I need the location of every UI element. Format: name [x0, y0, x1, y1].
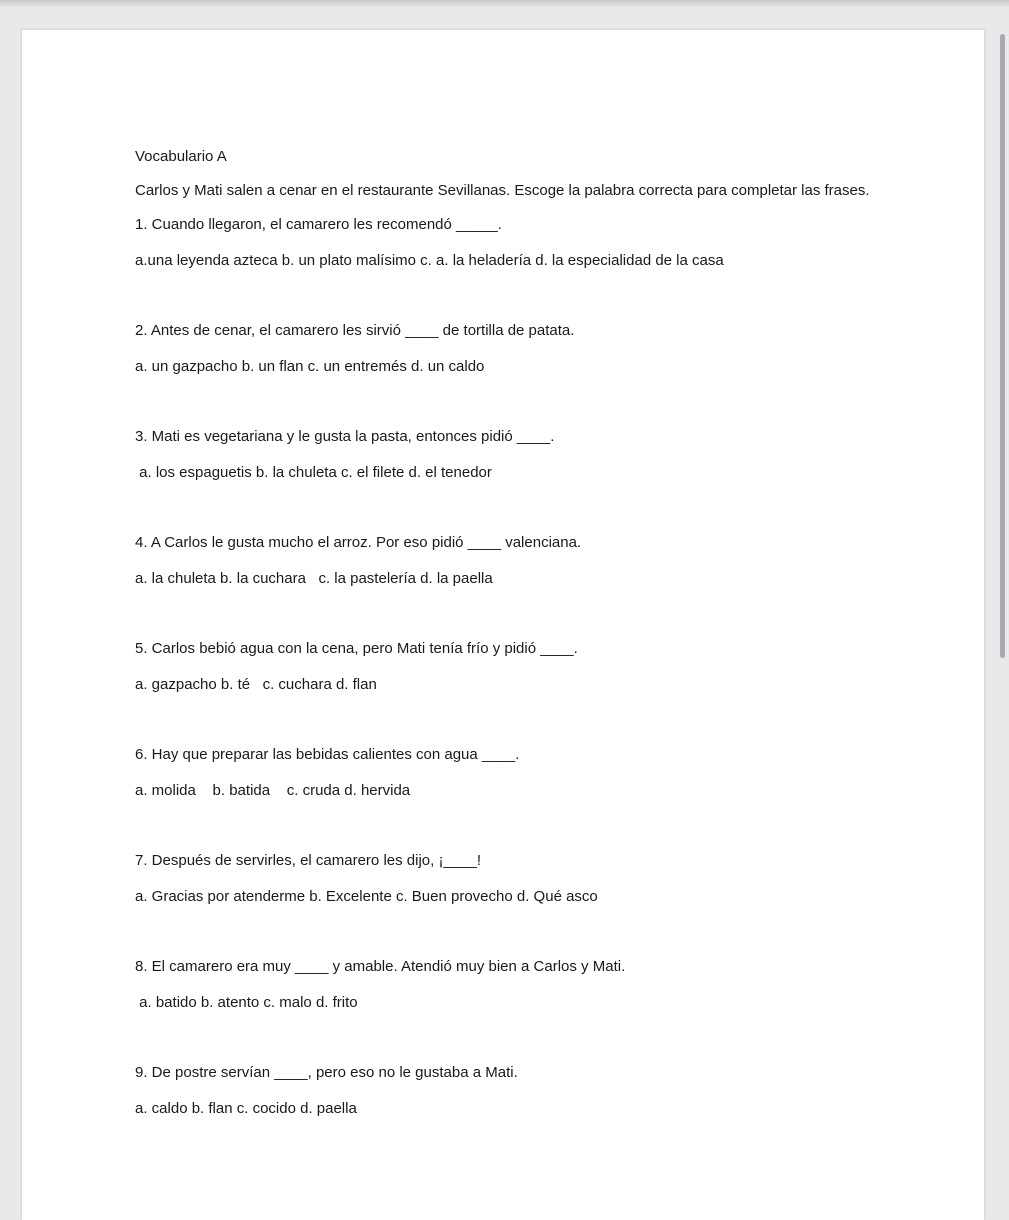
question-7-options: a. Gracias por atenderme b. Excelente c. Buen provecho d. Qué asco [135, 888, 598, 905]
question-3-options: a. los espaguetis b. la chuleta c. el filete d. el tenedor [135, 464, 492, 481]
vertical-scrollbar[interactable] [1000, 34, 1005, 658]
question-6-options: a. molida b. batida c. cruda d. hervida [135, 782, 411, 799]
worksheet-title: Vocabulario A [135, 148, 227, 165]
question-1: 1. Cuando llegaron, el camarero les recomendó _____. [135, 216, 502, 233]
question-9: 9. De postre servían ____, pero eso no le gustaba a Mati. [135, 1064, 518, 1081]
question-3: 3. Mati es vegetariana y le gusta la pasta, entonces pidió ____. [135, 428, 555, 445]
question-5-options: a. gazpacho b. té c. cuchara d. flan [135, 676, 377, 693]
question-8-options: a. batido b. atento c. malo d. frito [135, 994, 358, 1011]
question-5: 5. Carlos bebió agua con la cena, pero Mati tenía frío y pidió ____. [135, 640, 578, 657]
worksheet-content [135, 145, 875, 1121]
document-page [22, 30, 984, 1220]
question-4-options: a. la chuleta b. la cuchara c. la pastelería d. la paella [135, 570, 493, 587]
question-8: 8. El camarero era muy ____ y amable. Atendió muy bien a Carlos y Mati. [135, 958, 626, 975]
question-7: 7. Después de servirles, el camarero les dijo, ¡____! [135, 852, 481, 869]
question-2-options: a. un gazpacho b. un flan c. un entremés d. un caldo [135, 358, 485, 375]
question-4: 4. A Carlos le gusta mucho el arroz. Por eso pidió ____ valenciana. [135, 534, 582, 551]
question-1-options: a.una leyenda azteca b. un plato malísimo c. a. la heladería d. la especialidad de la casa [135, 252, 724, 269]
question-2: 2. Antes de cenar, el camarero les sirvió ____ de tortilla de patata. [135, 322, 575, 339]
question-9-options: a. caldo b. flan c. cocido d. paella [135, 1100, 357, 1117]
question-6: 6. Hay que preparar las bebidas calientes con agua ____. [135, 746, 520, 763]
window-top-edge [0, 0, 1009, 8]
worksheet-instructions: Carlos y Mati salen a cenar en el restaurante Sevillanas. Escoge la palabra correcta para completar las frases. [135, 182, 870, 199]
